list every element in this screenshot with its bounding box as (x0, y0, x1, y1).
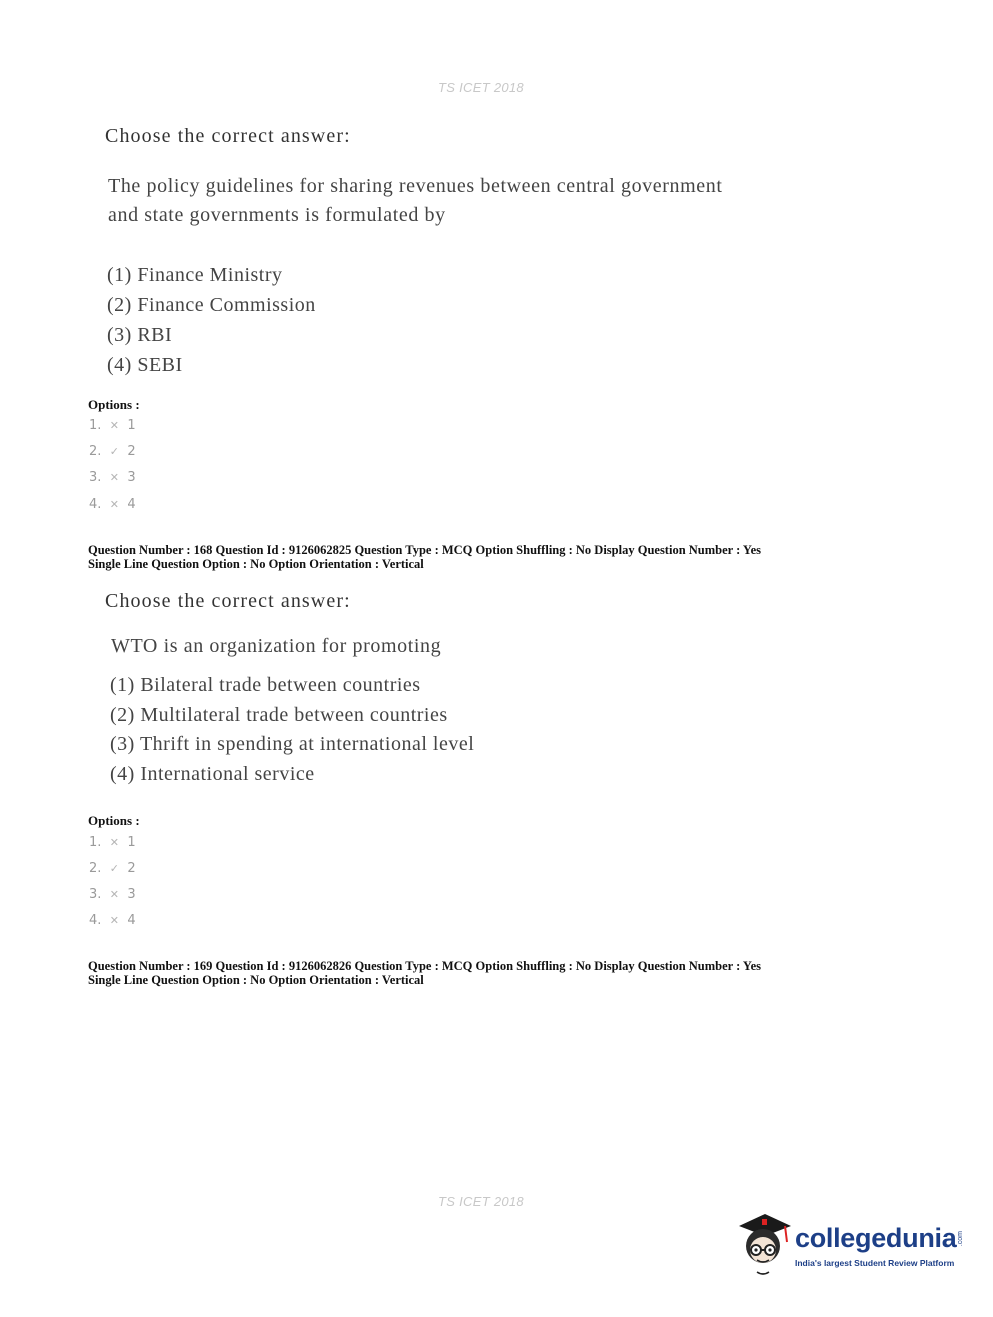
answer-choice: (3) Thrift in spending at international level (110, 733, 475, 755)
option-value: 4 (127, 497, 136, 512)
question-text-line: The policy guidelines for sharing revenues between central government (108, 175, 723, 197)
answer-choice: (2) Finance Commission (107, 294, 316, 316)
footer-watermark: TS ICET 2018 (438, 1194, 524, 1209)
answer-choice: (3) RBI (107, 324, 173, 346)
checkmark-icon: ✓ (109, 445, 120, 458)
option-row (89, 418, 136, 433)
option-row (89, 497, 136, 512)
option-row (89, 444, 136, 459)
options-label: Options : (88, 813, 140, 828)
cross-icon: ✕ (109, 471, 120, 484)
option-row (89, 835, 136, 850)
cross-icon: ✕ (109, 888, 120, 901)
question-metadata: Single Line Question Option : No Option Orientation : Vertical (88, 557, 424, 571)
cross-icon: ✕ (109, 498, 120, 511)
question-metadata: Single Line Question Option : No Option Orientation : Vertical (88, 973, 424, 987)
question-text-line: WTO is an organization for promoting (111, 635, 442, 657)
cross-icon: ✕ (109, 914, 120, 927)
checkmark-icon: ✓ (109, 862, 120, 875)
logo-suffix: .com (957, 1230, 965, 1247)
option-value: 4 (127, 913, 136, 928)
option-row (89, 861, 136, 876)
answer-choice: (4) International service (110, 763, 315, 785)
option-row (89, 887, 136, 902)
logo-tagline: India's largest Student Review Platform (795, 1258, 955, 1268)
mascot-icon (735, 1210, 795, 1278)
option-value: 1 (127, 835, 136, 850)
option-value: 3 (127, 887, 136, 902)
cross-icon: ✕ (109, 419, 120, 432)
option-row (89, 913, 136, 928)
option-number: 2. (89, 444, 102, 459)
option-row (89, 470, 136, 485)
option-number: 4. (89, 497, 102, 512)
logo-text-block (795, 1223, 964, 1268)
option-value: 2 (127, 444, 136, 459)
option-number: 1. (89, 835, 102, 850)
option-number: 1. (89, 418, 102, 433)
header-watermark: TS ICET 2018 (438, 80, 524, 95)
answer-choice: (1) Bilateral trade between countries (110, 674, 421, 696)
option-value: 3 (127, 470, 136, 485)
option-number: 3. (89, 470, 102, 485)
answer-choice: (4) SEBI (107, 354, 183, 376)
question-prompt: Choose the correct answer: (105, 590, 351, 612)
question-metadata: Question Number : 168 Question Id : 9126062825 Question Type : MCQ Option Shuffling : No Display Question Number : Yes (88, 543, 761, 557)
options-label: Options : (88, 397, 140, 412)
question-prompt: Choose the correct answer: (105, 125, 351, 147)
collegedunia-logo (735, 1210, 795, 1283)
logo-wordmark: collegedunia (795, 1223, 957, 1253)
question-metadata: Question Number : 169 Question Id : 9126062826 Question Type : MCQ Option Shuffling : No Display Question Number : Yes (88, 959, 761, 973)
option-number: 4. (89, 913, 102, 928)
answer-choice: (1) Finance Ministry (107, 264, 283, 286)
option-number: 2. (89, 861, 102, 876)
option-value: 1 (127, 418, 136, 433)
answer-choice: (2) Multilateral trade between countries (110, 704, 448, 726)
option-number: 3. (89, 887, 102, 902)
cross-icon: ✕ (109, 836, 120, 849)
question-text-line: and state governments is formulated by (108, 204, 446, 226)
option-value: 2 (127, 861, 136, 876)
